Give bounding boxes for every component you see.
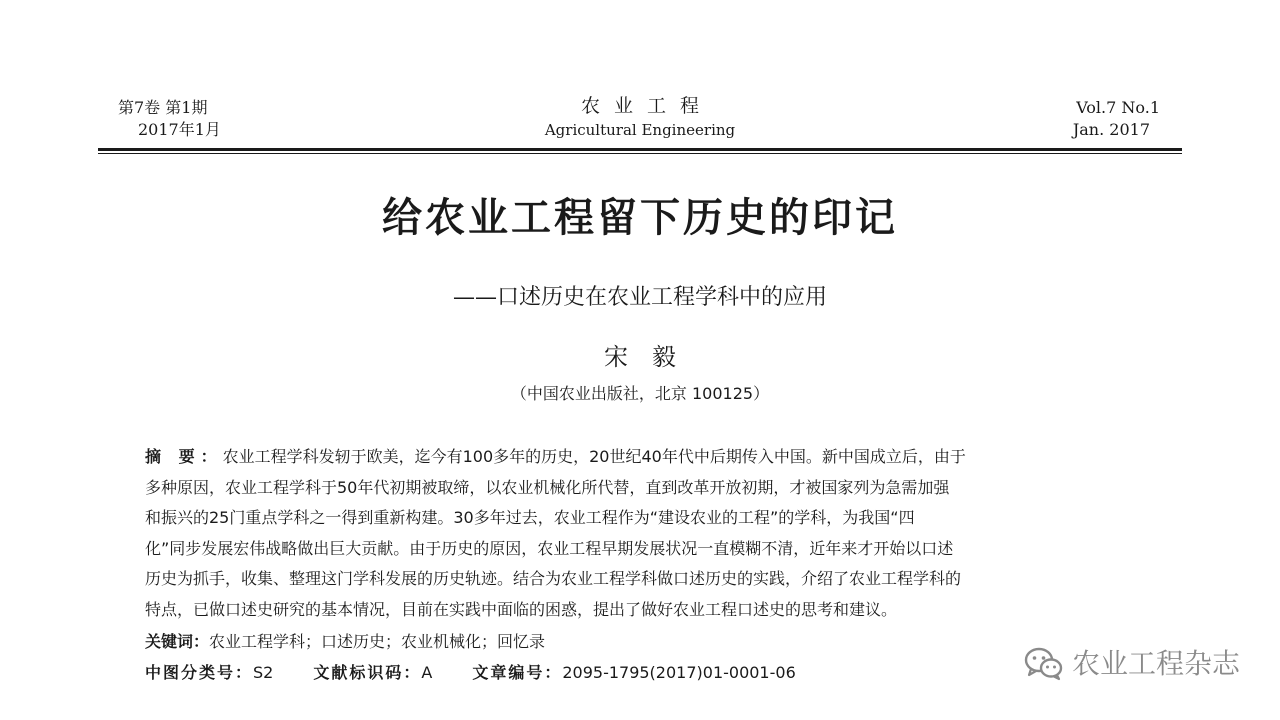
abstract-label: 摘 要： — [145, 447, 223, 466]
article-subtitle: ——口述历史在农业工程学科中的应用 — [452, 285, 827, 310]
keywords-value: 农业工程学科；口述历史；农业机械化；回忆录 — [209, 632, 546, 651]
watermark-text: 农业工程杂志 — [1071, 647, 1240, 680]
classification-line — [145, 658, 796, 688]
clc-label: 中图分类号： — [145, 663, 254, 682]
journal-issue-info-en — [1073, 97, 1160, 141]
publication-date-en: Jan. 2017 — [1072, 120, 1150, 139]
abstract-line: 和振兴的25门重点学科之一得到重新构建。30多年过去，农业工程作为“建设农业的工程”的学科，为我国“四 — [145, 508, 915, 527]
wechat-icon — [1024, 647, 1064, 681]
keywords-label: 关键词： — [145, 632, 210, 651]
abstract-line: 化”同步发展宏伟战略做出巨大贡献。由于历史的原因，农业工程早期发展状况一直模糊不清，近年来才开始以口述 — [145, 538, 954, 558]
abstract-line: 历史为抓手，收集、整理这门学科发展的历史轨迹。结合为农业工程学科做口述历史的实践，介绍了农业工程学科的 — [145, 569, 962, 588]
author-name: 宋毅 — [604, 343, 700, 371]
keywords — [145, 627, 545, 657]
author-affiliation: （中国农业出版社，北京 100125） — [510, 384, 770, 403]
abstract-line — [145, 442, 1140, 473]
volume-issue-en: Vol.7 No.1 — [1076, 98, 1160, 117]
abstract-line: 特点，已做口述史研究的基本情况，目前在实践中面临的困惑，提出了做好农业工程口述史的思考和建议。 — [145, 599, 898, 619]
doc-code-value: A — [421, 663, 433, 682]
watermark — [1024, 644, 1240, 684]
publication-date: 2017年1月 — [138, 120, 221, 139]
journal-name-cn: 农业工程 — [580, 95, 713, 117]
abstract — [145, 442, 1140, 625]
article-number-label: 文章编号： — [472, 663, 563, 682]
header-rule-thick — [98, 148, 1182, 151]
doc-code-label: 文献标识码： — [313, 663, 422, 682]
volume-issue: 第7卷 第1期 — [118, 98, 208, 117]
header-rule-thin — [98, 153, 1182, 154]
clc-value: S2 — [253, 663, 274, 682]
article-number-value: 2095-1795(2017)01-0001-06 — [562, 663, 796, 682]
abstract-text: 农业工程学科发轫于欧美，迄今有100多年的历史，20世纪40年代中后期传入中国。新中国成立后，由于 — [222, 447, 966, 466]
abstract-line: 多种原因，农业工程学科于50年代初期被取缔，以农业机械化所代替，直到改革开放初期，才被国家列为急需加强 — [145, 477, 950, 497]
article-title: 给农业工程留下历史的印记 — [382, 195, 898, 241]
journal-name-en: Agricultural Engineering — [544, 121, 736, 139]
